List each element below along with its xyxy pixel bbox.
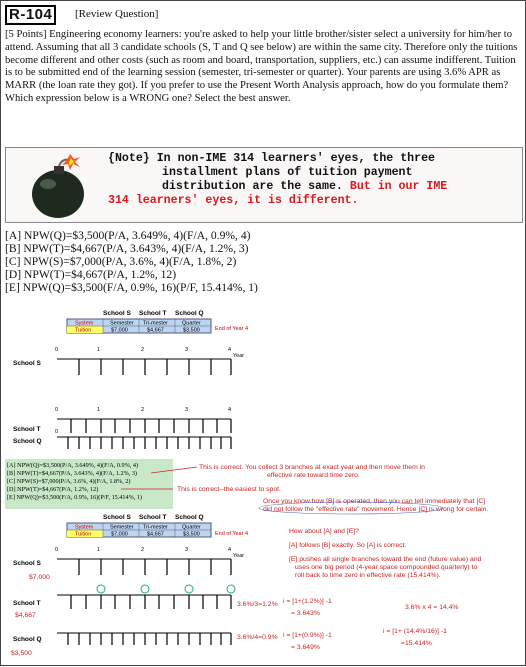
- bomb-icon: [18, 154, 98, 220]
- tuition-table-top: [67, 310, 248, 334]
- svg-text:4: 4: [228, 407, 232, 413]
- table-header-q: School Q: [175, 310, 204, 317]
- svg-text:School T: School T: [139, 514, 167, 521]
- annotation-e1: [E] pushes all single branches toward the end (future value) and: [289, 556, 482, 563]
- annotation-a: [A] follows [B] exactly. So [A] is correct.: [289, 542, 407, 549]
- svg-text:School Q: School Q: [13, 438, 42, 445]
- note-box: [5, 147, 523, 223]
- svg-text:3: 3: [185, 407, 189, 413]
- svg-text:i = [1+(1.2%)] -1: i = [1+(1.2%)] -1: [283, 598, 332, 605]
- timeline-school-t-top: [13, 407, 231, 433]
- svg-text:0: 0: [55, 547, 59, 553]
- svg-text:Year: Year: [233, 353, 245, 359]
- question-text: [5 Points] Engineering economy learners: you're asked to help your little brother/sister select a university for him/her to attend. Assuming that all 3 candidate schools (S, T and Q see below) are within the same city. Therefore only the tuitions become different and other costs (such as room and board, transportation, suppliers, etc.) can assume indifferent. Tuition is to be submitted end of the learning session (semester, tri-semester or quarter). Your parents are using 3.6% APR as MARR (the loan rate they got). If you prefer to use the Present Worth Analysis approach, how do you formulate them? Which expression below is a WRONG one? Select the best answer.: [5, 29, 518, 104]
- timeline-school-q-bottom: [11, 632, 332, 657]
- svg-text:1: 1: [97, 547, 101, 553]
- timeline-school-q-top: [13, 429, 231, 449]
- choice-a[interactable]: [A] NPW(Q)=$3,500(P/A, 3.649%, 4)(F/A, 0.9%, 4): [5, 229, 251, 242]
- svg-text:School Q: School Q: [13, 636, 42, 643]
- svg-text:School S: School S: [103, 514, 131, 521]
- svg-text:School Q: School Q: [175, 514, 204, 521]
- svg-text:$7,000: $7,000: [111, 327, 128, 334]
- svg-text:Year: Year: [233, 553, 245, 559]
- svg-text:This is correct. You collect: This is correct. You collect 3 branches at exact year and then move them in: [199, 464, 425, 471]
- svg-text:System: System: [75, 320, 94, 327]
- svg-text:System: System: [75, 524, 94, 531]
- svg-text:Tri-mester: Tri-mester: [143, 320, 168, 327]
- svg-text:0: 0: [55, 347, 59, 353]
- choice-b[interactable]: [B] NPW(T)=$4,667(P/A, 3.643%, 4)(F/A, 1.2%, 3): [5, 242, 249, 256]
- svg-text:Quarter: Quarter: [182, 320, 201, 327]
- svg-text:$3,500: $3,500: [11, 650, 32, 657]
- svg-text:[A] NPW(Q)=$3,500(P/A, 3.649%,: [A] NPW(Q)=$3,500(P/A, 3.649%, 4)(F/A, 0.9%, 4): [7, 462, 139, 469]
- svg-text:Tuition: Tuition: [75, 327, 92, 334]
- svg-text:Semester: Semester: [110, 320, 134, 327]
- svg-text:Tri-mester: Tri-mester: [143, 524, 168, 531]
- svg-text:Semester: Semester: [110, 524, 134, 531]
- svg-text:[C] NPW(S)=$7,000(P/A, 3.6%, 4: [C] NPW(S)=$7,000(P/A, 3.6%, 4)(F/A, 1.8%, 2): [7, 478, 131, 485]
- question-id-tag: R-104: [5, 5, 56, 25]
- svg-text:0: 0: [55, 429, 59, 435]
- svg-text:[D] NPW(T)=$4,667(P/A, 1.2%, 1: [D] NPW(T)=$4,667(P/A, 1.2%, 12): [7, 486, 99, 493]
- annotation-how: How about [A] and [E]?: [289, 528, 359, 535]
- svg-text:3.6%/3=1.2%: 3.6%/3=1.2%: [237, 601, 278, 608]
- svg-text:2: 2: [141, 347, 145, 353]
- solution-figure: [1, 303, 526, 667]
- svg-text:4: 4: [228, 547, 232, 553]
- svg-text:School S: School S: [13, 360, 41, 367]
- svg-text:= 3.649%: = 3.649%: [291, 644, 320, 651]
- timeline-school-s-top: [13, 347, 244, 375]
- svg-text:1: 1: [97, 347, 101, 353]
- svg-text:$7,000: $7,000: [29, 574, 50, 581]
- annotation-big1: 3.6% x 4 = 14.4%: [405, 604, 459, 611]
- annotation-e3: roll back to time zero in effective rate (15.414%).: [295, 572, 441, 579]
- tuition-table-bottom: [67, 514, 248, 538]
- svg-text:Once you know how [B] is opera: Once you know how [B] is operated, then you can tell immediately that [C]: [263, 498, 486, 505]
- svg-text:$4,667: $4,667: [15, 612, 36, 619]
- svg-text:End of Year 4: End of Year 4: [215, 531, 249, 537]
- annotation-e2: uses one big period (4-year space compounded quarterly) to: [295, 564, 478, 571]
- svg-text:School T: School T: [13, 600, 41, 607]
- svg-text:$3,500: $3,500: [183, 531, 200, 538]
- svg-text:2: 2: [141, 407, 145, 413]
- answer-choices: [5, 229, 258, 294]
- table-header-s: School S: [103, 310, 131, 317]
- choice-e[interactable]: [E] NPW(Q)=$3,500(F/A, 0.9%, 16)(P/F, 15.414%, 1): [5, 281, 258, 295]
- svg-text:2: 2: [141, 547, 145, 553]
- svg-text:End of Year 4: End of Year 4: [215, 326, 249, 332]
- svg-text:3: 3: [185, 547, 189, 553]
- choice-d[interactable]: [D] NPW(T)=$4,667(P/A, 1.2%, 12): [5, 268, 177, 282]
- svg-text:This is correct--the easiest t: This is correct--the easiest to spot.: [177, 486, 281, 493]
- svg-text:0: 0: [55, 407, 59, 413]
- table-header-t: School T: [139, 310, 167, 317]
- timeline-school-s-bottom: [13, 547, 244, 581]
- svg-text:4: 4: [228, 347, 232, 353]
- svg-text:3: 3: [185, 347, 189, 353]
- question-type: [Review Question]: [75, 8, 159, 20]
- green-choices-box: [5, 459, 488, 514]
- svg-text:School T: School T: [13, 426, 41, 433]
- svg-text:= 3.643%: = 3.643%: [291, 610, 320, 617]
- choice-c[interactable]: [C] NPW(S)=$7,000(P/A, 3.6%, 4)(F/A, 1.8%, 2): [5, 255, 237, 269]
- annotation-big2: i = [1+ (14.4%/16)] -1: [383, 628, 447, 635]
- note-text: {Note} In non-IME 314 learners' eyes, the three installment plans of tuition payment distribution are the same. But in our IME 314 learners' eyes, it is different.: [108, 152, 448, 207]
- svg-text:$7,000: $7,000: [111, 531, 128, 538]
- svg-text:$3,500: $3,500: [183, 327, 200, 334]
- svg-text:[E] NPW(Q)=$3,500(F/A, 0.9%, 1: [E] NPW(Q)=$3,500(F/A, 0.9%, 16)(P/F, 15.414%, 1): [7, 494, 142, 501]
- svg-text:i = [1+(0.9%)] -1: i = [1+(0.9%)] -1: [283, 632, 332, 639]
- svg-text:$4,667: $4,667: [147, 531, 164, 538]
- svg-text:effective rate toward time zer: effective rate toward time zero.: [267, 472, 360, 479]
- timeline-school-t-bottom: [13, 585, 332, 619]
- svg-text:Tuition: Tuition: [75, 531, 92, 538]
- svg-text:1: 1: [97, 407, 101, 413]
- svg-text:3.6%/4=0.9%: 3.6%/4=0.9%: [237, 634, 278, 641]
- svg-text:Quarter: Quarter: [182, 524, 201, 531]
- annotation-big3: =15.414%: [401, 640, 432, 647]
- svg-text:did not follow the "effective: did not follow the "effective rate" movement. Hence [C] is wrong for certain.: [263, 506, 489, 513]
- svg-text:$4,667: $4,667: [147, 327, 164, 334]
- svg-text:School S: School S: [13, 560, 41, 567]
- svg-text:[B] NPW(T)=$4,667(P/A, 3.643%,: [B] NPW(T)=$4,667(P/A, 3.643%, 4)(F/A, 1.2%, 3): [7, 470, 137, 477]
